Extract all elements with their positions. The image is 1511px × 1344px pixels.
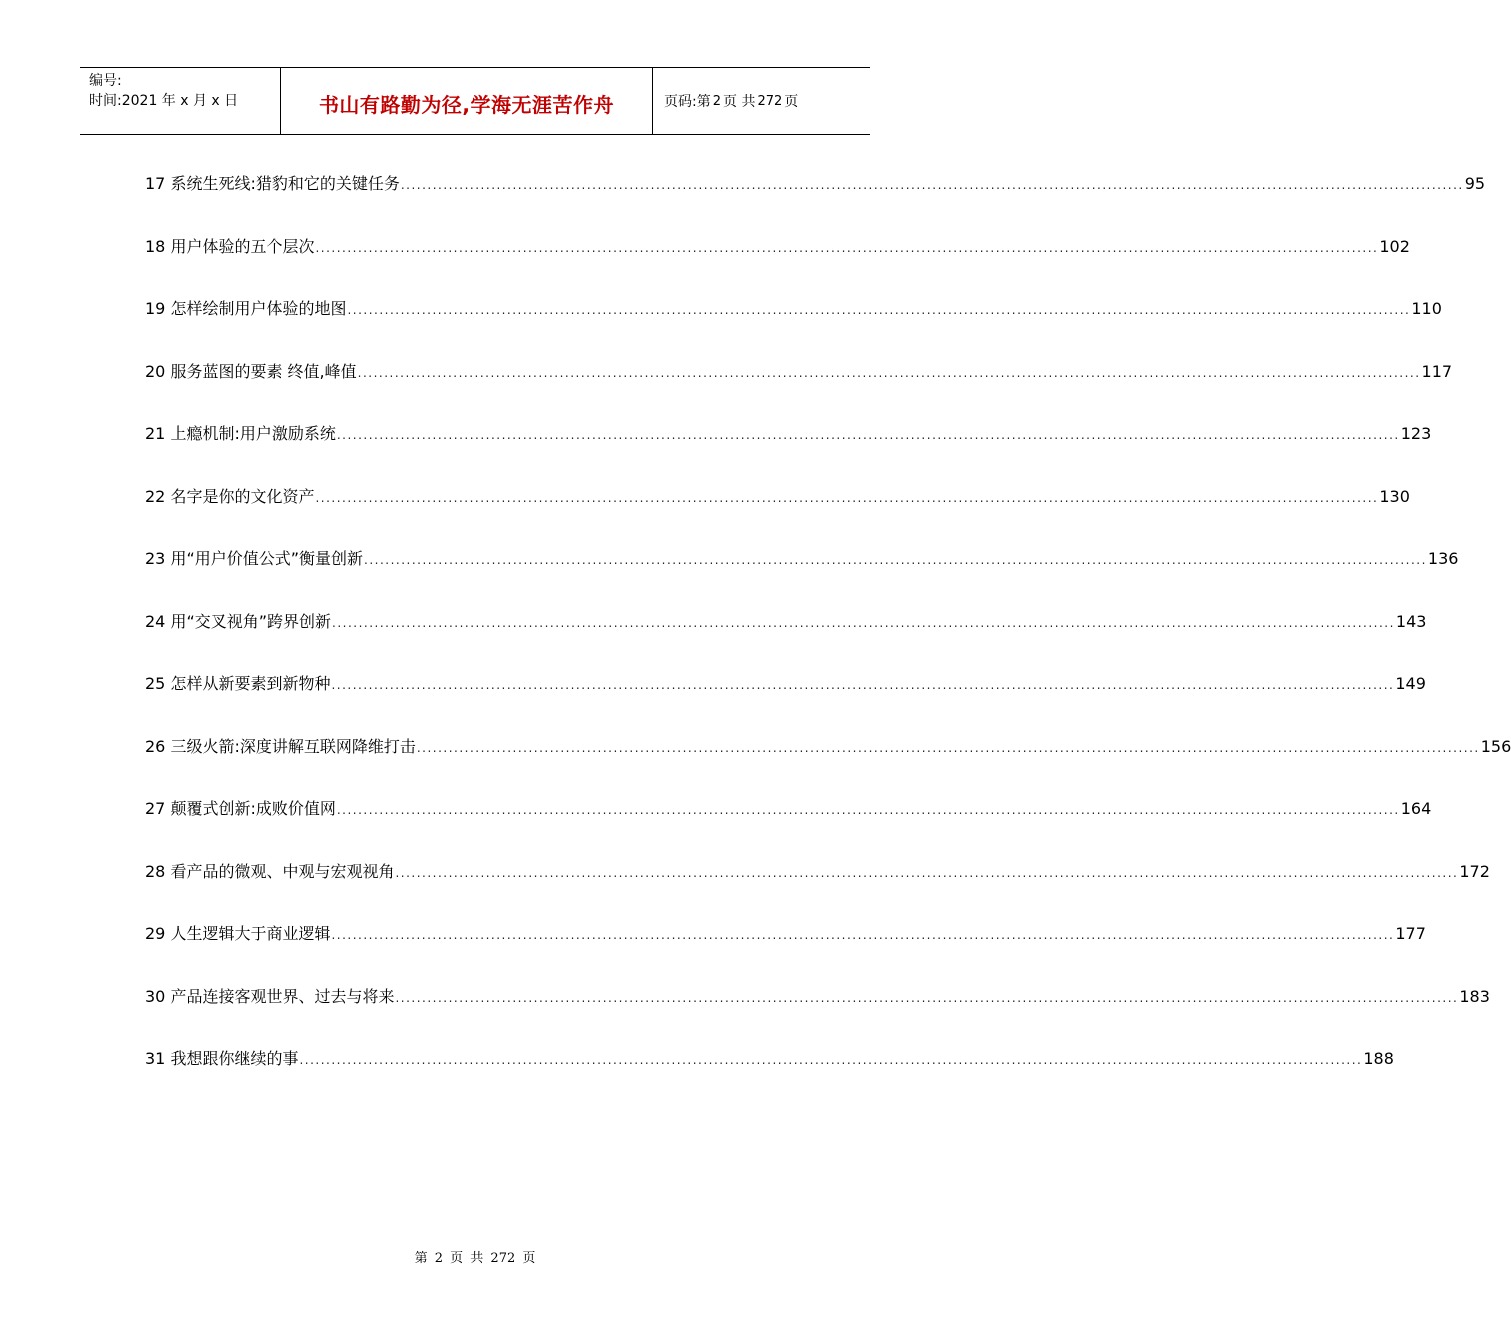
toc-entry-page: 143 xyxy=(1395,611,1427,631)
toc-entry[interactable] xyxy=(145,296,1442,359)
page-middle: 页 共 xyxy=(723,94,756,110)
toc-entry-title: 18 用户体验的五个层次 xyxy=(145,236,315,256)
toc-entry-page: 136 xyxy=(1427,549,1459,568)
toc-entry[interactable] xyxy=(145,859,1490,922)
toc-entry[interactable] xyxy=(145,421,1432,484)
toc-entry-page: 149 xyxy=(1395,674,1426,693)
page-footer: 第 2 页 共 272 页 xyxy=(414,1251,536,1266)
toc-dot-leader: ........................................................................................................................................................................................................ xyxy=(347,303,1411,317)
header-page-info xyxy=(653,68,870,134)
toc-entry-title: 20 服务蓝图的要素 终值,峰值 xyxy=(145,361,357,381)
page-prefix: 页码:第 xyxy=(664,94,711,110)
toc-entry-page: 164 xyxy=(1400,799,1432,818)
toc-entry[interactable] xyxy=(145,1046,1394,1109)
toc-dot-leader: ........................................................................................................................................................................................................ xyxy=(400,178,1464,192)
toc-dot-leader: ........................................................................................................................................................................................................ xyxy=(332,615,1395,630)
toc-entry-page: 183 xyxy=(1459,986,1490,1006)
toc-dot-leader: ........................................................................................................................................................................................................ xyxy=(299,1053,1363,1067)
toc-entry-title: 21 上瘾机制:用户激励系统 xyxy=(145,424,336,443)
toc-entry[interactable] xyxy=(145,546,1459,609)
toc-entry-title: 19 怎样绘制用户体验的地图 xyxy=(145,299,347,318)
page-header xyxy=(80,67,870,135)
toc-entry-title: 31 我想跟你继续的事 xyxy=(145,1049,299,1068)
toc-entry-page: 130 xyxy=(1379,486,1410,506)
toc-dot-leader: ........................................................................................................................................................................................................ xyxy=(357,365,1421,380)
toc-dot-leader: ........................................................................................................................................................................................................ xyxy=(336,428,1400,442)
toc-entry-page: 117 xyxy=(1421,361,1453,381)
toc-entry[interactable] xyxy=(145,359,1453,422)
toc-entry[interactable] xyxy=(145,484,1410,547)
toc-entry-title: 24 用“交叉视角”跨界创新 xyxy=(145,611,332,631)
toc-entry-title: 27 颠覆式创新:成败价值网 xyxy=(145,799,336,818)
header-meta xyxy=(80,68,281,134)
toc-dot-leader: ........................................................................................................................................................................................................ xyxy=(395,865,1459,880)
toc-dot-leader: ........................................................................................................................................................................................................ xyxy=(336,803,1400,817)
header-motto: 书山有路勤为径,学海无涯苦作舟 xyxy=(281,68,653,134)
toc-dot-leader: ........................................................................................................................................................................................................ xyxy=(395,990,1459,1005)
toc-dot-leader: ........................................................................................................................................................................................................ xyxy=(331,928,1395,942)
toc-entry-page: 102 xyxy=(1379,236,1410,256)
toc-entry-title: 25 怎样从新要素到新物种 xyxy=(145,674,331,693)
toc-entry[interactable] xyxy=(145,234,1410,297)
toc-entry-title: 17 系统生死线:猎豹和它的关键任务 xyxy=(145,174,400,193)
page-suffix: 页 xyxy=(784,94,799,110)
table-of-contents xyxy=(145,171,1511,1109)
toc-entry[interactable] xyxy=(145,734,1511,797)
toc-dot-leader: ........................................................................................................................................................................................................ xyxy=(331,678,1395,692)
toc-entry-title: 26 三级火箭:深度讲解互联网降维打击 xyxy=(145,736,416,756)
page-current: 2 xyxy=(712,93,721,109)
toc-entry-title: 23 用“用户价值公式”衡量创新 xyxy=(145,549,364,568)
toc-dot-leader: ........................................................................................................................................................................................................ xyxy=(315,240,1379,255)
toc-entry[interactable] xyxy=(145,671,1426,734)
toc-entry-title: 30 产品连接客观世界、过去与将来 xyxy=(145,986,395,1006)
toc-entry-page: 95 xyxy=(1464,174,1486,193)
toc-entry-page: 110 xyxy=(1411,299,1442,318)
document-time-label: 时间:2021 年 x 月 x 日 xyxy=(89,93,239,109)
toc-entry[interactable] xyxy=(145,171,1486,234)
page-total: 272 xyxy=(757,93,783,109)
toc-entry-title: 28 看产品的微观、中观与宏观视角 xyxy=(145,861,395,881)
toc-dot-leader: ........................................................................................................................................................................................................ xyxy=(364,553,1427,567)
toc-dot-leader: ........................................................................................................................................................................................................ xyxy=(416,740,1480,755)
toc-entry[interactable] xyxy=(145,984,1490,1047)
toc-entry-title: 22 名字是你的文化资产 xyxy=(145,486,315,506)
toc-entry-page: 172 xyxy=(1459,861,1490,881)
toc-entry-page: 123 xyxy=(1400,424,1432,443)
toc-entry-page: 156 xyxy=(1480,736,1511,756)
toc-entry[interactable] xyxy=(145,921,1426,984)
toc-entry-page: 177 xyxy=(1395,924,1426,943)
toc-dot-leader: ........................................................................................................................................................................................................ xyxy=(315,490,1379,505)
document-number-label: 编号: xyxy=(89,73,122,89)
toc-entry-title: 29 人生逻辑大于商业逻辑 xyxy=(145,924,331,943)
toc-entry[interactable] xyxy=(145,796,1432,859)
toc-entry-page: 188 xyxy=(1363,1049,1394,1068)
toc-entry[interactable] xyxy=(145,609,1427,672)
